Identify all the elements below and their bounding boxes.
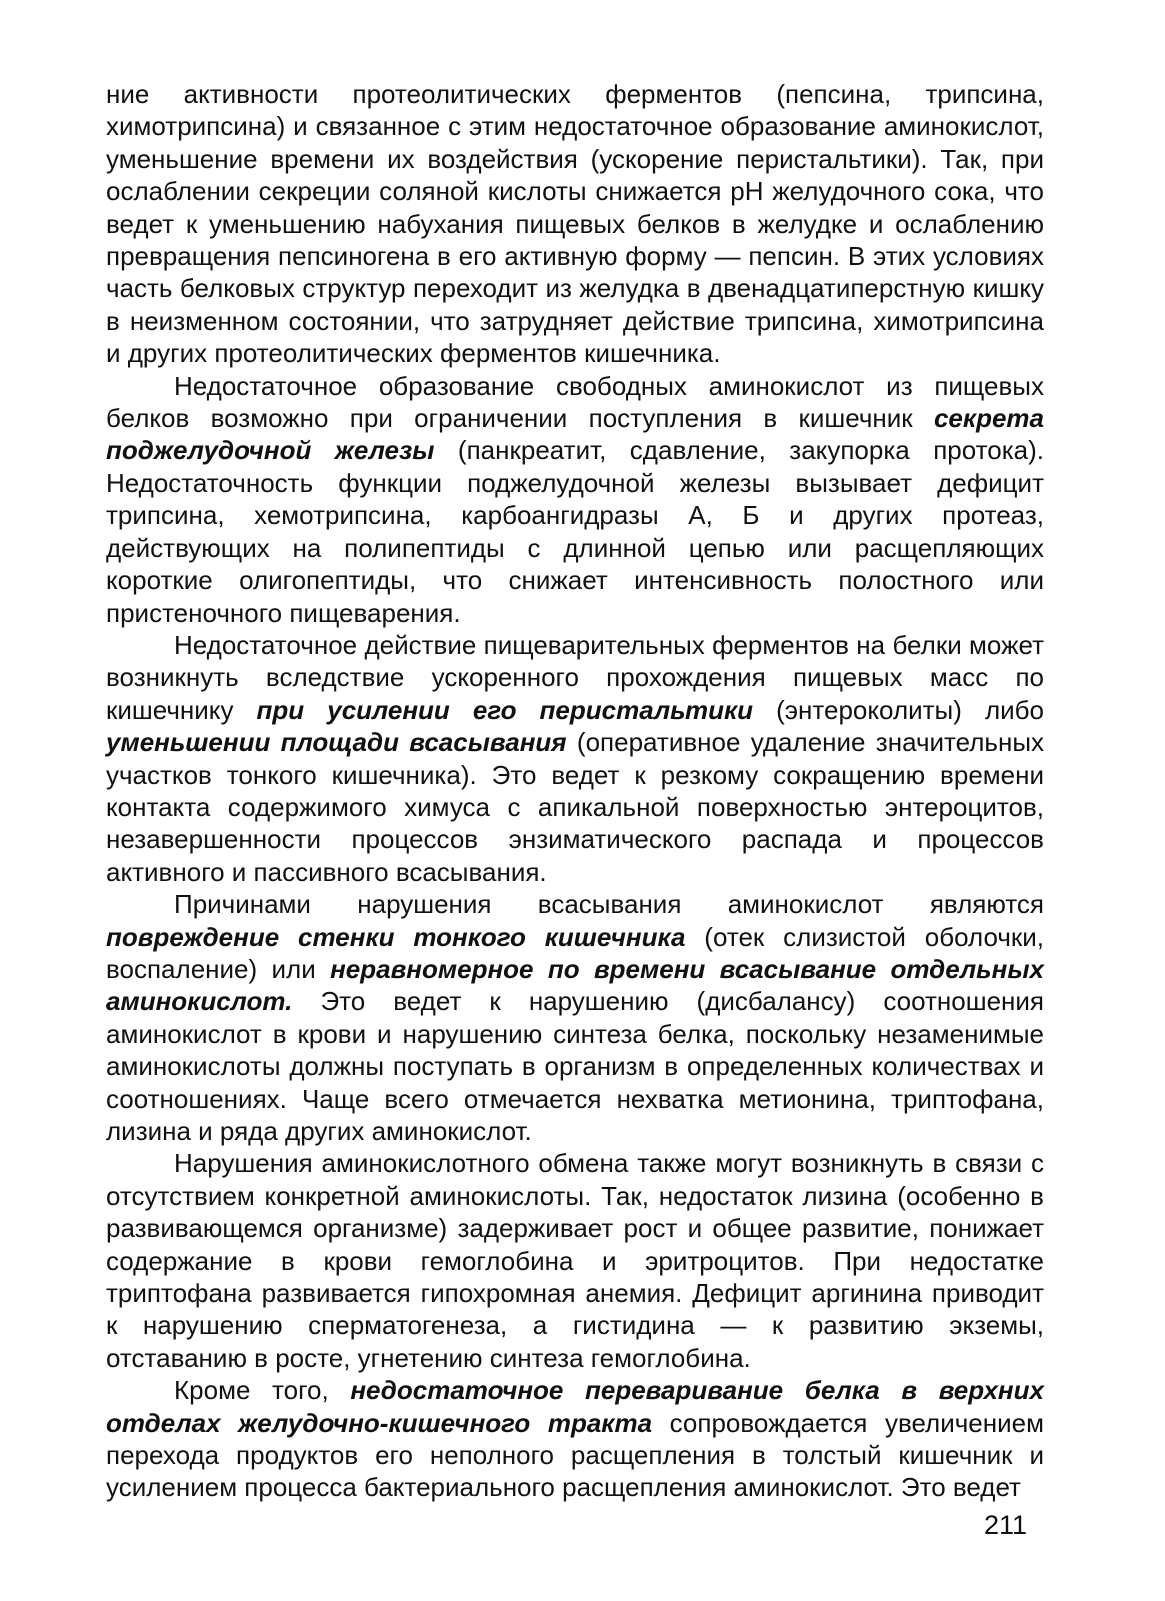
text-segment: (энтероколиты) либо <box>753 694 1045 725</box>
text-segment: (оперативное удаление значительных участков тонкого кишечника). Это ведет к резкому сокращению времени контакта содержимого химуса с апикальной поверхностью энтероцитов, незавершенности процессов энзиматического распада и процессов активного и пассивного всасывания. <box>106 727 1045 887</box>
text-segment: Недостаточное образование свободных аминокислот из пищевых белков возможно при ограничении поступления в кишечник <box>106 370 1044 434</box>
text-segment: Это ведет к нарушению (дисбалансу) соотношения аминокислот в крови и нарушению синтеза белка, поскольку незаменимые аминокислоты должны поступать в организм в определенных количествах и соотношениях. Чаще всего отмечается нехватка метионина, триптофана, лизина и ряда других аминокислот. <box>106 986 1044 1146</box>
text-segment: (отек слизистой оболочки, воспаление) или <box>106 921 1044 984</box>
paragraph-3 <box>106 629 1044 888</box>
emphasis-term: недостаточное переваривание белка в верхних отделах желудочно-кишечного тракта <box>106 1375 1044 1438</box>
emphasis-term: уменьшении площади всасывания <box>106 727 567 758</box>
paragraph-5 <box>106 1147 1044 1374</box>
page-body <box>106 78 1044 1504</box>
paragraph-2 <box>106 370 1044 629</box>
emphasis-term: повреждение стенки тонкого кишечника <box>106 921 686 952</box>
text-segment: Причинами нарушения всасывания аминокислот являются <box>174 889 1044 920</box>
paragraph-1 <box>106 78 1044 370</box>
text-segment: сопровождается увеличением перехода продуктов его неполного расщепления в толстый кишечник и усилением процесса бактериального расщепления аминокислот. Это ведет <box>106 1407 1044 1503</box>
text-segment: Кроме того, <box>174 1375 351 1406</box>
paragraph-6 <box>106 1374 1044 1504</box>
text-segment: Недостаточное действие пищеварительных ферментов на белки может возникнуть вследствие ускоренного прохождения пищевых масс по кишечнику <box>106 629 1044 725</box>
emphasis-term: при усилении его перистальтики <box>256 694 754 725</box>
emphasis-term: секрета поджелудочной железы <box>106 403 1044 466</box>
text-segment: Нарушения аминокислотного обмена также могут возникнуть в связи с отсутствием конкретной аминокислоты. Так, недостаток лизина (особенно в развивающемся организме) задерживает рост и общее развитие, понижает содержание в крови гемоглобина и эритроцитов. При недостатке триптофана развивается гипохромная анемия. Дефицит аргинина приводит к нарушению сперматогенеза, а гистидина — к развитию экземы, отставанию в росте, угнетению синтеза гемоглобина. <box>106 1148 1044 1373</box>
text-segment: (панкреатит, сдавление, закупорка протока). Недостаточность функции поджелудочной железы вызывает дефицит трипсина, хемотрипсина, карбоангидразы А, Б и других протеаз, действующих на полипептиды с длинной цепью или расщепляющих короткие олигопептиды, что снижает интенсивность полостного или пристеночного пищеварения. <box>106 435 1045 628</box>
paragraph-4 <box>106 888 1044 1147</box>
page-number: 211 <box>984 1510 1028 1540</box>
emphasis-term: неравномерное по времени всасывание отдельных аминокислот. <box>106 953 1044 1017</box>
text-segment: ние активности протеолитических ферментов (пепсина, трипсина, химотрипсина) и связанное с этим недостаточное образование аминокислот, уменьшение времени их воздействия (ускорение перистальтики). Так, при ослаблении секреции соляной кислоты снижается pH желудочного сока, что ведет к уменьшению набухания пищевых белков в желудке и ослаблению превращения пепсиногена в его активную форму — пепсин. В этих условиях часть белковых структур переходит из желудка в двенадцатиперстную кишку в неизменном состоянии, что затрудняет действие трипсина, химотрипсина и других протеолитических ферментов кишечника. <box>106 79 1044 369</box>
